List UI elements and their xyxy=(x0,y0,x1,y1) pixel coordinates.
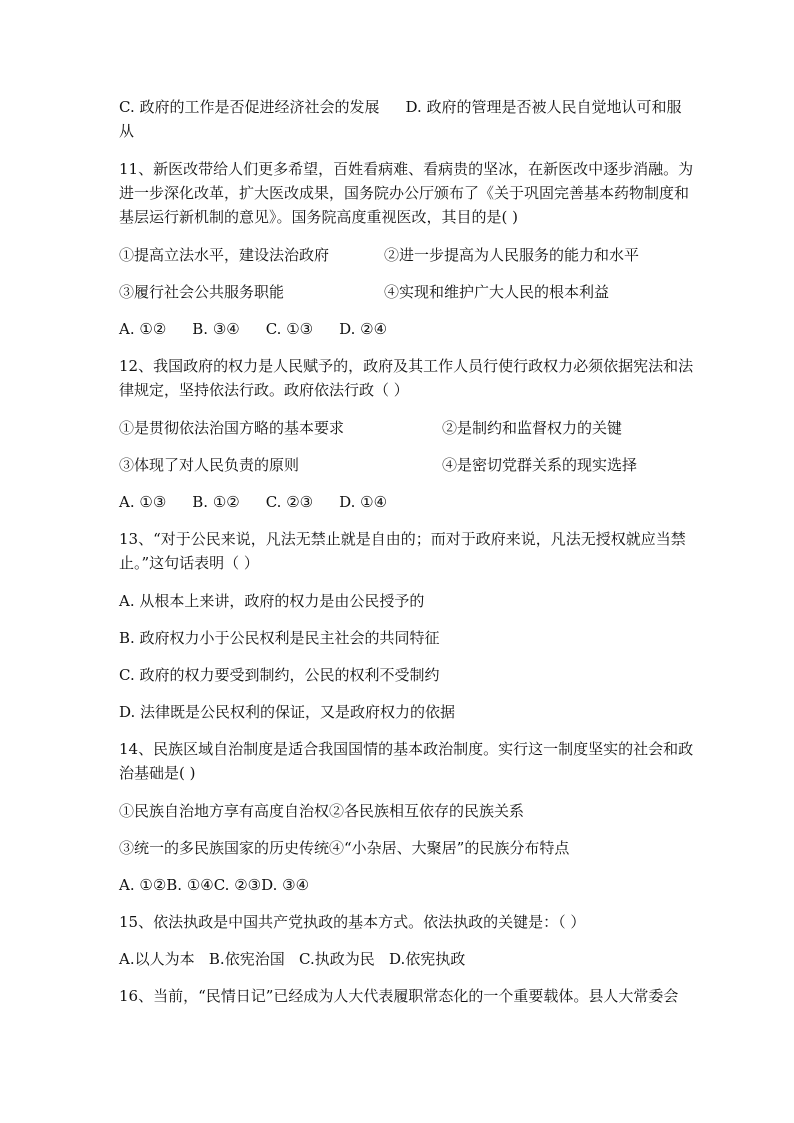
q16-stem-line-1: 16、当前，“民情日记”已经成为人大代表履职常态化的一个重要载体。县人大常委会 xyxy=(119,987,679,1005)
q12-choice-d[interactable]: D. ①④ xyxy=(339,493,388,511)
q14-choices[interactable]: A. ①②B. ①④C. ②③D. ③④ xyxy=(119,876,310,894)
q13-stem-line-1: 13、“对于公民来说，凡法无禁止就是自由的；而对于政府来说，凡法无授权就应当禁 xyxy=(119,530,686,548)
q12-item-3: ③体现了对人民负责的原则 xyxy=(119,456,300,474)
q15-choices[interactable]: A.以人为本 B.依宪治国 C.执政为民 D.依宪执政 xyxy=(119,950,466,968)
q12-choice-b[interactable]: B. ①② xyxy=(192,493,240,511)
q13-option-a[interactable]: A. 从根本上来讲，政府的权力是由公民授予的 xyxy=(119,592,425,610)
q13-option-b[interactable]: B. 政府权力小于公民权利是民主社会的共同特征 xyxy=(119,629,440,647)
q11-item-2: ②进一步提高为人民服务的能力和水平 xyxy=(384,246,640,264)
q14-items-line-1: ①民族自治地方享有高度自治权②各民族相互依存的民族关系 xyxy=(119,802,525,820)
q13-stem-line-2: 止。”这句话表明（ ） xyxy=(119,554,259,572)
q13-option-c[interactable]: C. 政府的权力要受到制约，公民的权利不受制约 xyxy=(119,666,440,684)
q14-items-line-2: ③统一的多民族国家的历史传统④“小杂居、大聚居”的民族分布特点 xyxy=(119,839,570,857)
q11-choices xyxy=(119,317,413,341)
q11-item-3: ③履行社会公共服务职能 xyxy=(119,283,285,301)
q11-stem-line-2: 进一步深化改革，扩大医改成果，国务院办公厅颁布了《关于巩固完善基本药物制度和 xyxy=(119,184,690,202)
q10-option-d-continuation: 从 xyxy=(119,122,135,140)
q12-item-1: ①是贯彻依法治国方略的基本要求 xyxy=(119,419,345,437)
q14-stem-line-1: 14、民族区域自治制度是适合我国国情的基本政治制度。实行这一制度坚实的社会和政 xyxy=(119,740,694,758)
q10-option-c: C. 政府的工作是否促进经济社会的发展 xyxy=(119,98,380,116)
q12-choice-a[interactable]: A. ①③ xyxy=(119,493,167,511)
q12-item-4: ④是密切党群关系的现实选择 xyxy=(442,456,638,474)
q11-stem-line-3: 基层运行新机制的意见》。国务院高度重视医改，其目的是( ) xyxy=(119,208,518,226)
q14-stem-line-2: 治基础是( ) xyxy=(119,764,196,782)
q13-option-d[interactable]: D. 法律既是公民权利的保证，又是政府权力的依据 xyxy=(119,703,456,721)
q12-stem-line-1: 12、我国政府的权力是人民赋予的，政府及其工作人员行使行政权力必须依据宪法和法 xyxy=(119,357,694,375)
q12-choices xyxy=(119,490,413,514)
q15-stem: 15、依法执政是中国共产党执政的基本方式。依法执政的关键是：（ ） xyxy=(119,913,586,931)
q11-choice-a[interactable]: A. ①② xyxy=(119,320,167,338)
q11-item-1: ①提高立法水平，建设法治政府 xyxy=(119,246,330,264)
q11-choice-c[interactable]: C. ①③ xyxy=(265,320,314,338)
q11-choice-d[interactable]: D. ②④ xyxy=(339,320,388,338)
q12-choice-c[interactable]: C. ②③ xyxy=(265,493,314,511)
q12-item-2: ②是制约和监督权力的关键 xyxy=(442,419,623,437)
q11-item-4: ④实现和维护广大人民的根本利益 xyxy=(384,283,610,301)
q10-option-d: D. 政府的管理是否被人民自觉地认可和服 xyxy=(405,98,682,116)
q10-options-cd xyxy=(119,95,682,119)
q11-stem-line-1: 11、新医改带给人们更多希望，百姓看病难、看病贵的坚冰，在新医改中逐步消融。为 xyxy=(119,160,694,178)
q11-choice-b[interactable]: B. ③④ xyxy=(192,320,240,338)
q12-stem-line-2: 律规定，坚持依法行政。政府依法行政（ ） xyxy=(119,381,409,399)
